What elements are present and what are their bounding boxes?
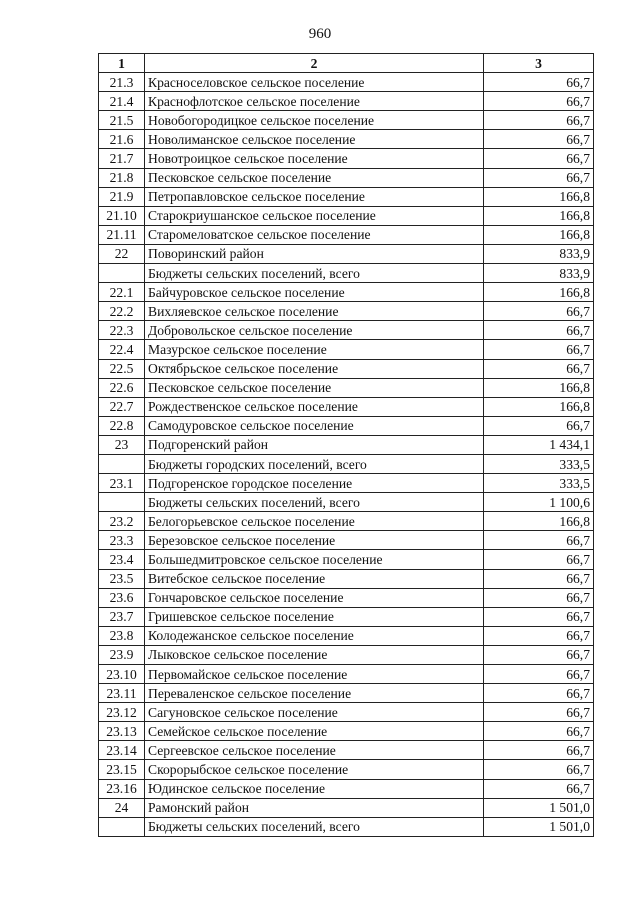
- row-amount: 1 501,0: [484, 798, 594, 817]
- row-name: Старомеловатское сельское поселение: [145, 225, 484, 244]
- row-name: Поворинский район: [145, 244, 484, 263]
- row-number: 22.7: [99, 397, 145, 416]
- row-amount: 166,8: [484, 397, 594, 416]
- table-row: [99, 111, 594, 130]
- table-row: [99, 359, 594, 378]
- row-amount: 66,7: [484, 569, 594, 588]
- row-number: [99, 454, 145, 473]
- table-row: [99, 168, 594, 187]
- row-number: 23.13: [99, 722, 145, 741]
- row-number: 21.7: [99, 149, 145, 168]
- row-amount: 66,7: [484, 607, 594, 626]
- table-row: [99, 149, 594, 168]
- budget-table: [98, 53, 594, 837]
- table-row: [99, 73, 594, 92]
- row-name: Мазурское сельское поселение: [145, 340, 484, 359]
- row-name: Подгоренское городское поселение: [145, 474, 484, 493]
- row-number: 23.15: [99, 760, 145, 779]
- row-number: 21.10: [99, 206, 145, 225]
- row-name: Байчуровское сельское поселение: [145, 283, 484, 302]
- row-name: Белогорьевское сельское поселение: [145, 512, 484, 531]
- table-row: [99, 416, 594, 435]
- row-amount: 66,7: [484, 722, 594, 741]
- table-row: [99, 283, 594, 302]
- table-row: [99, 302, 594, 321]
- row-name: Самодуровское сельское поселение: [145, 416, 484, 435]
- row-name: Подгоренский район: [145, 435, 484, 454]
- table-row: [99, 703, 594, 722]
- row-name: Добровольское сельское поселение: [145, 321, 484, 340]
- row-amount: 166,8: [484, 206, 594, 225]
- row-name: Витебское сельское поселение: [145, 569, 484, 588]
- row-amount: 1 100,6: [484, 493, 594, 512]
- row-amount: 66,7: [484, 645, 594, 664]
- row-amount: 66,7: [484, 626, 594, 645]
- row-amount: 166,8: [484, 512, 594, 531]
- table-row: [99, 665, 594, 684]
- row-name: Гончаровское сельское поселение: [145, 588, 484, 607]
- row-number: [99, 264, 145, 283]
- table-row: [99, 92, 594, 111]
- row-amount: 166,8: [484, 283, 594, 302]
- row-amount: 66,7: [484, 321, 594, 340]
- row-number: 22.6: [99, 378, 145, 397]
- row-amount: 66,7: [484, 741, 594, 760]
- row-amount: 66,7: [484, 302, 594, 321]
- row-amount: 66,7: [484, 111, 594, 130]
- row-amount: 166,8: [484, 187, 594, 206]
- row-number: [99, 817, 145, 836]
- row-name: Петропавловское сельское поселение: [145, 187, 484, 206]
- row-name: Песковское сельское поселение: [145, 378, 484, 397]
- table-row: [99, 264, 594, 283]
- row-amount: 66,7: [484, 588, 594, 607]
- row-amount: 66,7: [484, 149, 594, 168]
- row-amount: 333,5: [484, 454, 594, 473]
- row-name: Гришевское сельское поселение: [145, 607, 484, 626]
- row-name: Вихляевское сельское поселение: [145, 302, 484, 321]
- row-number: 23: [99, 435, 145, 454]
- column-header-amount: 3: [484, 54, 594, 73]
- row-name: Бюджеты сельских поселений, всего: [145, 264, 484, 283]
- row-name: Юдинское сельское поселение: [145, 779, 484, 798]
- page-number: 960: [308, 26, 332, 42]
- table-row: [99, 512, 594, 531]
- row-number: 23.14: [99, 741, 145, 760]
- table-row: [99, 474, 594, 493]
- row-number: 22.2: [99, 302, 145, 321]
- table-row: [99, 531, 594, 550]
- row-number: 22.3: [99, 321, 145, 340]
- row-name: Лыковское сельское поселение: [145, 645, 484, 664]
- row-amount: 66,7: [484, 359, 594, 378]
- table-row: [99, 550, 594, 569]
- row-name: Рождественское сельское поселение: [145, 397, 484, 416]
- row-name: Новотроицкое сельское поселение: [145, 149, 484, 168]
- table-row: [99, 454, 594, 473]
- row-amount: 66,7: [484, 684, 594, 703]
- row-name: Колодежанское сельское поселение: [145, 626, 484, 645]
- row-name: Семейское сельское поселение: [145, 722, 484, 741]
- table-row: [99, 684, 594, 703]
- table-row: [99, 741, 594, 760]
- row-number: 23.16: [99, 779, 145, 798]
- row-number: 21.6: [99, 130, 145, 149]
- row-number: 23.2: [99, 512, 145, 531]
- table-row: [99, 626, 594, 645]
- column-header-name: 2: [145, 54, 484, 73]
- row-number: 22.8: [99, 416, 145, 435]
- row-amount: 66,7: [484, 760, 594, 779]
- row-amount: 166,8: [484, 225, 594, 244]
- table-header-row: [99, 54, 594, 73]
- row-amount: 66,7: [484, 92, 594, 111]
- table-body: [99, 73, 594, 837]
- table-row: [99, 187, 594, 206]
- table-row: [99, 588, 594, 607]
- row-number: 21.3: [99, 73, 145, 92]
- row-number: 23.4: [99, 550, 145, 569]
- row-number: 23.3: [99, 531, 145, 550]
- row-amount: 833,9: [484, 264, 594, 283]
- row-name: Новолиманское сельское поселение: [145, 130, 484, 149]
- row-name: Большедмитровское сельское поселение: [145, 550, 484, 569]
- table-row: [99, 607, 594, 626]
- row-name: Березовское сельское поселение: [145, 531, 484, 550]
- table-row: [99, 760, 594, 779]
- row-name: Краснофлотское сельское поселение: [145, 92, 484, 111]
- table-row: [99, 397, 594, 416]
- row-name: Сагуновское сельское поселение: [145, 703, 484, 722]
- row-number: 22.5: [99, 359, 145, 378]
- row-number: 23.5: [99, 569, 145, 588]
- row-number: 23.8: [99, 626, 145, 645]
- table-row: [99, 493, 594, 512]
- row-name: Новобогородицкое сельское поселение: [145, 111, 484, 130]
- row-amount: 66,7: [484, 665, 594, 684]
- table-row: [99, 779, 594, 798]
- row-amount: 66,7: [484, 340, 594, 359]
- row-number: 21.8: [99, 168, 145, 187]
- row-number: 24: [99, 798, 145, 817]
- row-name: Бюджеты сельских поселений, всего: [145, 817, 484, 836]
- row-number: 23.9: [99, 645, 145, 664]
- table-row: [99, 225, 594, 244]
- row-number: 23.1: [99, 474, 145, 493]
- row-amount: 66,7: [484, 73, 594, 92]
- row-number: 21.9: [99, 187, 145, 206]
- table-row: [99, 645, 594, 664]
- row-amount: 66,7: [484, 550, 594, 569]
- row-name: Скорорыбское сельское поселение: [145, 760, 484, 779]
- row-amount: 1 434,1: [484, 435, 594, 454]
- row-number: 21.4: [99, 92, 145, 111]
- row-number: 23.6: [99, 588, 145, 607]
- table-row: [99, 244, 594, 263]
- table-row: [99, 340, 594, 359]
- row-amount: 66,7: [484, 531, 594, 550]
- table-row: [99, 722, 594, 741]
- row-amount: 166,8: [484, 378, 594, 397]
- row-number: 21.11: [99, 225, 145, 244]
- row-number: 22.1: [99, 283, 145, 302]
- table-row: [99, 798, 594, 817]
- row-amount: 66,7: [484, 416, 594, 435]
- row-number: 23.7: [99, 607, 145, 626]
- table-row: [99, 378, 594, 397]
- row-amount: 66,7: [484, 168, 594, 187]
- row-amount: 1 501,0: [484, 817, 594, 836]
- row-name: Сергеевское сельское поселение: [145, 741, 484, 760]
- row-name: Красноселовское сельское поселение: [145, 73, 484, 92]
- row-amount: 66,7: [484, 779, 594, 798]
- row-number: 22.4: [99, 340, 145, 359]
- row-amount: 66,7: [484, 130, 594, 149]
- row-number: 23.12: [99, 703, 145, 722]
- row-number: 23.10: [99, 665, 145, 684]
- row-name: Бюджеты городских поселений, всего: [145, 454, 484, 473]
- row-name: Октябрьское сельское поселение: [145, 359, 484, 378]
- row-number: 21.5: [99, 111, 145, 130]
- table-row: [99, 130, 594, 149]
- row-amount: 66,7: [484, 703, 594, 722]
- table-row: [99, 817, 594, 836]
- row-name: Рамонский район: [145, 798, 484, 817]
- row-name: Старокриушанское сельское поселение: [145, 206, 484, 225]
- table-row: [99, 435, 594, 454]
- row-name: Песковское сельское поселение: [145, 168, 484, 187]
- table-row: [99, 206, 594, 225]
- row-name: Бюджеты сельских поселений, всего: [145, 493, 484, 512]
- row-name: Переваленское сельское поселение: [145, 684, 484, 703]
- row-amount: 333,5: [484, 474, 594, 493]
- row-number: 22: [99, 244, 145, 263]
- table-row: [99, 569, 594, 588]
- row-name: Первомайское сельское поселение: [145, 665, 484, 684]
- row-number: 23.11: [99, 684, 145, 703]
- table-row: [99, 321, 594, 340]
- row-number: [99, 493, 145, 512]
- column-header-number: 1: [99, 54, 145, 73]
- row-amount: 833,9: [484, 244, 594, 263]
